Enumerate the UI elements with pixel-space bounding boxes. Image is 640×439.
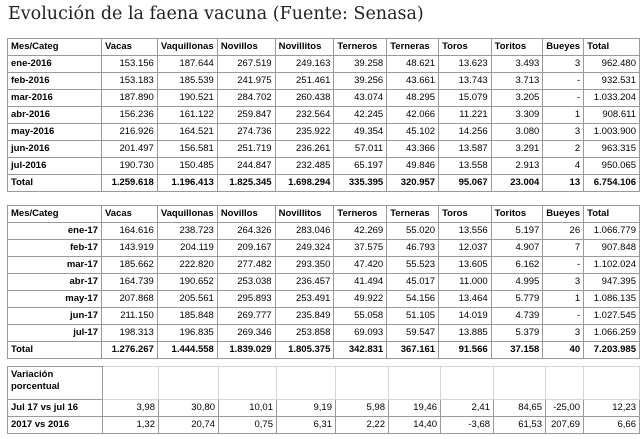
cell: 164.739	[102, 274, 158, 291]
row-label: abr-2016	[8, 107, 102, 124]
header-cell: Vaquillonas	[157, 206, 217, 223]
row-label: feb-2016	[8, 73, 102, 90]
cell: -25,00	[546, 400, 584, 417]
cell: 3.713	[491, 73, 543, 90]
cell: 6,66	[584, 417, 640, 434]
cell: 204.119	[157, 240, 217, 257]
empty-cell	[159, 367, 219, 400]
table-row	[8, 56, 640, 73]
header-cell: Terneros	[334, 206, 387, 223]
cell: 207,69	[546, 417, 584, 434]
cell: 932.531	[584, 73, 640, 90]
cell: 253.038	[217, 274, 275, 291]
cell: 1.066.259	[584, 325, 640, 342]
cell: 3.205	[491, 90, 543, 107]
cell: 222.820	[157, 257, 217, 274]
variacion-label: Variación porcentual	[8, 367, 103, 400]
table-row	[8, 417, 640, 434]
cell: 0,75	[219, 417, 277, 434]
cell: 5.779	[491, 291, 543, 308]
empty-cell	[584, 367, 640, 400]
cell: 40	[543, 342, 584, 359]
cell: 185.539	[157, 73, 217, 90]
empty-cell	[219, 367, 277, 400]
cell: 15.079	[439, 90, 492, 107]
empty-cell	[494, 367, 546, 400]
header-cell: Vacas	[102, 206, 158, 223]
cell: 216.926	[102, 124, 158, 141]
cell: 69.093	[334, 325, 387, 342]
cell: 205.561	[157, 291, 217, 308]
cell: 41.494	[334, 274, 387, 291]
cell: 11.000	[439, 274, 492, 291]
cell: 6.162	[491, 257, 543, 274]
cell: 11.221	[439, 107, 492, 124]
cell: 13.558	[439, 158, 492, 175]
cell: 48.295	[387, 90, 439, 107]
cell: 4.995	[491, 274, 543, 291]
cell: 42.269	[334, 223, 387, 240]
cell: 55.020	[387, 223, 439, 240]
cell: 13	[543, 175, 584, 192]
table-row	[8, 90, 640, 107]
header-cell: Terneras	[387, 206, 439, 223]
table-row	[8, 308, 640, 325]
table-row	[8, 400, 640, 417]
row-label: ene-2016	[8, 56, 102, 73]
cell: 14.019	[439, 308, 492, 325]
cell: 143.919	[102, 240, 158, 257]
cell: 9,19	[277, 400, 336, 417]
cell: 47.420	[334, 257, 387, 274]
cell: 907.848	[584, 240, 640, 257]
cell: 14,40	[389, 417, 441, 434]
cell: 3,98	[103, 400, 159, 417]
cell: 1	[543, 291, 584, 308]
row-label: Jul 17 vs jul 16	[8, 400, 103, 417]
table-row	[8, 141, 640, 158]
cell: 190.730	[102, 158, 158, 175]
table-2016	[7, 38, 640, 192]
cell: 238.723	[157, 223, 217, 240]
page-title: Evolución de la faena vacuna (Fuente: Senasa)	[8, 4, 424, 24]
cell: 2.913	[491, 158, 543, 175]
cell: 37.575	[334, 240, 387, 257]
cell: 57.011	[334, 141, 387, 158]
cell: 45.102	[387, 124, 439, 141]
cell: 84,65	[494, 400, 546, 417]
cell: 1	[543, 107, 584, 124]
header-cell: Novillitos	[275, 39, 334, 56]
header-cell: Vacas	[102, 39, 158, 56]
cell: 30,80	[159, 400, 219, 417]
header-cell: Total	[584, 206, 640, 223]
cell: 5.197	[491, 223, 543, 240]
cell: 13.623	[439, 56, 492, 73]
cell: 1.444.558	[157, 342, 217, 359]
cell: 7.203.985	[584, 342, 640, 359]
cell: 1.086.135	[584, 291, 640, 308]
cell: 277.482	[217, 257, 275, 274]
row-label: ene-17	[8, 223, 102, 240]
cell: 23.004	[491, 175, 543, 192]
cell: 164.521	[157, 124, 217, 141]
cell: 37.158	[491, 342, 543, 359]
table-row	[8, 274, 640, 291]
cell: 3.080	[491, 124, 543, 141]
cell: 2	[543, 141, 584, 158]
cell: 284.702	[217, 90, 275, 107]
cell: 335.395	[334, 175, 387, 192]
header-cell: Mes/Categ	[8, 39, 102, 56]
table-2017-header-row	[8, 206, 640, 223]
cell: 950.065	[584, 158, 640, 175]
empty-cell	[103, 367, 159, 400]
cell: 161.122	[157, 107, 217, 124]
cell: 2,41	[441, 400, 494, 417]
table-row	[8, 325, 640, 342]
cell: 20,74	[159, 417, 219, 434]
header-cell: Mes/Categ	[8, 206, 102, 223]
cell: 187.890	[102, 90, 158, 107]
cell: 232.564	[275, 107, 334, 124]
row-label: jul-17	[8, 325, 102, 342]
row-label: Total	[8, 175, 102, 192]
cell: 196.835	[157, 325, 217, 342]
table-row	[8, 257, 640, 274]
cell: 264.326	[217, 223, 275, 240]
cell: 13.556	[439, 223, 492, 240]
cell: 164.616	[102, 223, 158, 240]
cell: 1.805.375	[275, 342, 334, 359]
cell: 274.736	[217, 124, 275, 141]
cell: 260.438	[275, 90, 334, 107]
cell: 49.354	[334, 124, 387, 141]
cell: 209.167	[217, 240, 275, 257]
cell: 49.846	[387, 158, 439, 175]
empty-cell	[546, 367, 584, 400]
cell: 156.581	[157, 141, 217, 158]
cell: 10,01	[219, 400, 277, 417]
header-cell: Toritos	[491, 206, 543, 223]
cell: 190.652	[157, 274, 217, 291]
cell: 249.324	[275, 240, 334, 257]
cell: 211.150	[102, 308, 158, 325]
cell: 153.156	[102, 56, 158, 73]
cell: 342.831	[334, 342, 387, 359]
cell: 962.480	[584, 56, 640, 73]
cell: 198.313	[102, 325, 158, 342]
cell: 13.605	[439, 257, 492, 274]
table-row	[8, 223, 640, 240]
row-label: may-2016	[8, 124, 102, 141]
cell: 908.611	[584, 107, 640, 124]
cell: 251.461	[275, 73, 334, 90]
cell: 48.621	[387, 56, 439, 73]
table-variacion	[7, 366, 640, 434]
cell: 320.957	[387, 175, 439, 192]
cell: 39.256	[334, 73, 387, 90]
header-cell: Vaquillonas	[157, 39, 217, 56]
header-cell: Novillos	[217, 39, 275, 56]
row-label: Total	[8, 342, 102, 359]
cell: 1.276.267	[102, 342, 158, 359]
table-2017	[7, 205, 640, 359]
cell: 244.847	[217, 158, 275, 175]
row-label: may-17	[8, 291, 102, 308]
cell: 45.017	[387, 274, 439, 291]
cell: 251.719	[217, 141, 275, 158]
table-total-row	[8, 175, 640, 192]
cell: 241.975	[217, 73, 275, 90]
cell: 5.379	[491, 325, 543, 342]
cell: 253.858	[275, 325, 334, 342]
row-label: jul-2016	[8, 158, 102, 175]
cell: 26	[543, 223, 584, 240]
row-label: 2017 vs 2016	[8, 417, 103, 434]
cell: 1.259.618	[102, 175, 158, 192]
cell: 259.847	[217, 107, 275, 124]
cell: 236.457	[275, 274, 334, 291]
header-cell: Novillitos	[275, 206, 334, 223]
table-row	[8, 240, 640, 257]
empty-cell	[441, 367, 494, 400]
empty-cell	[277, 367, 336, 400]
cell: 12,23	[584, 400, 640, 417]
row-label: mar-17	[8, 257, 102, 274]
cell: 14.256	[439, 124, 492, 141]
cell: 95.067	[439, 175, 492, 192]
table-total-row	[8, 342, 640, 359]
empty-cell	[389, 367, 441, 400]
cell: 249.163	[275, 56, 334, 73]
cell: 12.037	[439, 240, 492, 257]
cell: 5,98	[336, 400, 389, 417]
header-cell: Bueyes	[543, 206, 584, 223]
cell: 235.849	[275, 308, 334, 325]
header-cell: Toros	[439, 39, 492, 56]
cell: 65.197	[334, 158, 387, 175]
cell: -	[543, 308, 584, 325]
cell: 367.161	[387, 342, 439, 359]
cell: 6,31	[277, 417, 336, 434]
cell: 43.074	[334, 90, 387, 107]
table-row	[8, 73, 640, 90]
cell: 3.493	[491, 56, 543, 73]
cell: 187.644	[157, 56, 217, 73]
header-cell: Total	[584, 39, 640, 56]
cell: 49.922	[334, 291, 387, 308]
cell: 1.027.545	[584, 308, 640, 325]
cell: 201.497	[102, 141, 158, 158]
cell: 54.156	[387, 291, 439, 308]
row-label: jun-17	[8, 308, 102, 325]
cell: 267.519	[217, 56, 275, 73]
cell: 190.521	[157, 90, 217, 107]
table-row	[8, 158, 640, 175]
cell: 46.793	[387, 240, 439, 257]
row-label: mar-2016	[8, 90, 102, 107]
variacion-header-row	[8, 367, 640, 400]
cell: 7	[543, 240, 584, 257]
header-cell: Terneras	[387, 39, 439, 56]
row-label: feb-17	[8, 240, 102, 257]
cell: 61,53	[494, 417, 546, 434]
cell: 1.698.294	[275, 175, 334, 192]
cell: 235.922	[275, 124, 334, 141]
cell: 59.547	[387, 325, 439, 342]
cell: 293.350	[275, 257, 334, 274]
header-cell: Novillos	[217, 206, 275, 223]
table-2016-header-row	[8, 39, 640, 56]
cell: -	[543, 90, 584, 107]
cell: 3	[543, 56, 584, 73]
cell: 3	[543, 325, 584, 342]
cell: 4.907	[491, 240, 543, 257]
cell: 153.183	[102, 73, 158, 90]
cell: 39.258	[334, 56, 387, 73]
cell: 42.245	[334, 107, 387, 124]
row-label: abr-17	[8, 274, 102, 291]
cell: 3	[543, 274, 584, 291]
cell: 55.523	[387, 257, 439, 274]
cell: 253.491	[275, 291, 334, 308]
cell: 156.236	[102, 107, 158, 124]
cell: 6.754.106	[584, 175, 640, 192]
cell: -	[543, 73, 584, 90]
cell: 207.868	[102, 291, 158, 308]
cell: 13.464	[439, 291, 492, 308]
cell: 51.105	[387, 308, 439, 325]
cell: 13.885	[439, 325, 492, 342]
cell: 42.066	[387, 107, 439, 124]
cell: 43.366	[387, 141, 439, 158]
cell: 150.485	[157, 158, 217, 175]
cell: 963.315	[584, 141, 640, 158]
cell: 1.003.900	[584, 124, 640, 141]
cell: 236.261	[275, 141, 334, 158]
cell: -3,68	[441, 417, 494, 434]
cell: 1.196.413	[157, 175, 217, 192]
empty-cell	[336, 367, 389, 400]
header-cell: Terneros	[334, 39, 387, 56]
table-row	[8, 291, 640, 308]
cell: 55.058	[334, 308, 387, 325]
header-cell: Bueyes	[543, 39, 584, 56]
cell: 947.395	[584, 274, 640, 291]
cell: 1.839.029	[217, 342, 275, 359]
row-label: jun-2016	[8, 141, 102, 158]
cell: 19,46	[389, 400, 441, 417]
header-cell: Toritos	[491, 39, 543, 56]
cell: 185.662	[102, 257, 158, 274]
header-cell: Toros	[439, 206, 492, 223]
cell: -	[543, 257, 584, 274]
cell: 283.046	[275, 223, 334, 240]
cell: 232.485	[275, 158, 334, 175]
cell: 1.066.779	[584, 223, 640, 240]
cell: 295.893	[217, 291, 275, 308]
cell: 269.777	[217, 308, 275, 325]
cell: 3	[543, 124, 584, 141]
table-row	[8, 124, 640, 141]
cell: 1.825.345	[217, 175, 275, 192]
cell: 43.661	[387, 73, 439, 90]
cell: 2,22	[336, 417, 389, 434]
cell: 185.848	[157, 308, 217, 325]
cell: 269.346	[217, 325, 275, 342]
cell: 13.587	[439, 141, 492, 158]
cell: 1.102.024	[584, 257, 640, 274]
cell: 3.309	[491, 107, 543, 124]
cell: 1.033.204	[584, 90, 640, 107]
cell: 4	[543, 158, 584, 175]
cell: 13.743	[439, 73, 492, 90]
cell: 91.566	[439, 342, 492, 359]
cell: 1,32	[103, 417, 159, 434]
table-row	[8, 107, 640, 124]
cell: 4.739	[491, 308, 543, 325]
cell: 3.291	[491, 141, 543, 158]
